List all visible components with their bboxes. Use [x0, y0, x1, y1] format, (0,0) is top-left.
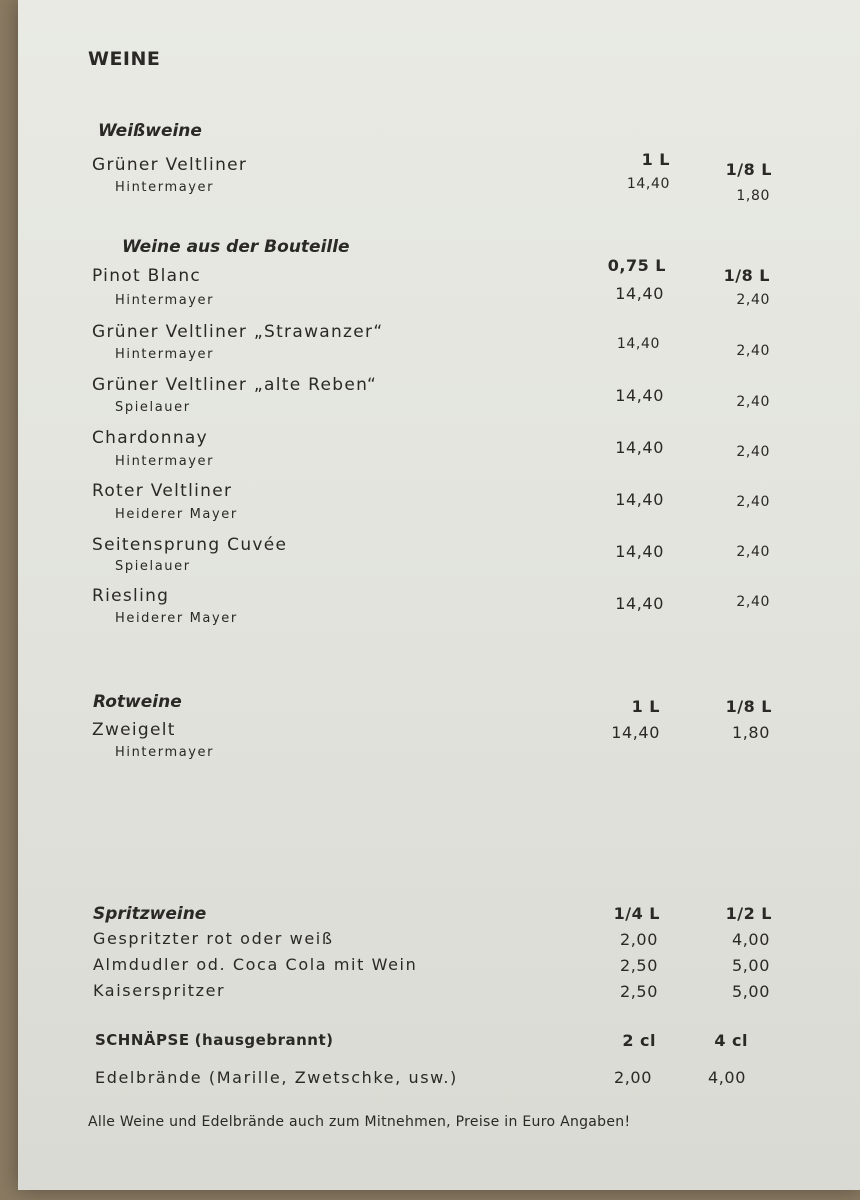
section-heading-weissweine: Weißweine [98, 121, 202, 141]
price-quarter: 2,50 [619, 956, 658, 975]
section-heading-spritzweine: Spritzweine [93, 904, 207, 924]
drink-name: Kaiserspritzer [93, 981, 226, 1000]
price-bottle: 14,40 [615, 490, 664, 509]
wine-producer: Hintermayer [115, 180, 215, 195]
price-eighth: 2,40 [736, 394, 770, 410]
wine-producer: Spielauer [115, 400, 191, 415]
column-header-half: 1/2 L [725, 904, 772, 923]
schnaepse-heading-note: (hausgebrannt) [194, 1031, 334, 1049]
price-eighth: 1,80 [731, 723, 770, 742]
price-eighth: 2,40 [736, 292, 770, 308]
wine-name: Pinot Blanc [92, 266, 202, 286]
wine-producer: Hintermayer [115, 745, 215, 760]
column-header-quarter: 1/4 L [613, 904, 660, 923]
price-half: 5,00 [731, 982, 770, 1001]
price-bottle: 14,40 [615, 594, 664, 613]
wine-producer: Spielauer [115, 559, 191, 574]
price-bottle: 14,40 [616, 336, 660, 352]
wine-producer: Heiderer Mayer [115, 507, 238, 522]
column-header-4cl: 4 cl [714, 1031, 748, 1050]
wine-name: Chardonnay [92, 428, 208, 448]
column-header-bottle: 0,75 L [607, 256, 666, 275]
wine-producer: Heiderer Mayer [115, 611, 238, 626]
price-eighth: 2,40 [736, 343, 770, 359]
price-liter: 14,40 [611, 723, 660, 742]
schnaepse-heading-caps: SCHNÄPSE [95, 1031, 190, 1049]
price-eighth: 1,80 [736, 188, 770, 204]
column-header-1l: 1 L [631, 697, 660, 716]
price-bottle: 14,40 [615, 386, 664, 405]
wine-name: Seitensprung Cuvée [92, 535, 288, 555]
price-bottle: 14,40 [615, 438, 664, 457]
price-eighth: 2,40 [736, 594, 770, 610]
price-quarter: 2,00 [619, 930, 658, 949]
drink-name: Gespritzter rot oder weiß [93, 929, 334, 948]
footer-note: Alle Weine und Edelbrände auch zum Mitnehmen, Preise in Euro Angaben! [88, 1114, 631, 1130]
drink-name: Almdudler od. Coca Cola mit Wein [93, 955, 418, 974]
wine-name: Zweigelt [92, 720, 176, 740]
section-heading-rotweine: Rotweine [93, 692, 182, 712]
wine-producer: Hintermayer [115, 347, 215, 362]
price-eighth: 2,40 [736, 494, 770, 510]
wine-name: Grüner Veltliner [92, 155, 248, 175]
price-half: 4,00 [731, 930, 770, 949]
wine-name: Grüner Veltliner „alte Reben“ [92, 375, 378, 395]
price-liter: 14,40 [626, 176, 670, 192]
price-bottle: 14,40 [615, 542, 664, 561]
price-eighth: 2,40 [736, 544, 770, 560]
column-header-1l: 1 L [641, 150, 670, 169]
column-header-eighth: 1/8 L [725, 697, 772, 716]
drink-name: Edelbrände (Marille, Zwetschke, usw.) [95, 1068, 458, 1087]
price-bottle: 14,40 [615, 284, 664, 303]
price-half: 5,00 [731, 956, 770, 975]
wine-producer: Hintermayer [115, 454, 215, 469]
price-4cl: 4,00 [707, 1068, 746, 1087]
price-2cl: 2,00 [613, 1068, 652, 1087]
page-title: WEINE [88, 48, 161, 70]
wine-name: Roter Veltliner [92, 481, 233, 501]
wine-name: Grüner Veltliner „Strawanzer“ [92, 322, 384, 342]
column-header-2cl: 2 cl [622, 1031, 656, 1050]
wine-name: Riesling [92, 586, 170, 606]
wine-producer: Hintermayer [115, 293, 215, 308]
column-header-eighth: 1/8 L [725, 160, 772, 179]
section-heading-schnaepse [95, 1030, 334, 1049]
price-quarter: 2,50 [619, 982, 658, 1001]
section-heading-bouteille: Weine aus der Bouteille [122, 237, 350, 257]
price-eighth: 2,40 [736, 444, 770, 460]
column-header-eighth: 1/8 L [723, 266, 770, 285]
